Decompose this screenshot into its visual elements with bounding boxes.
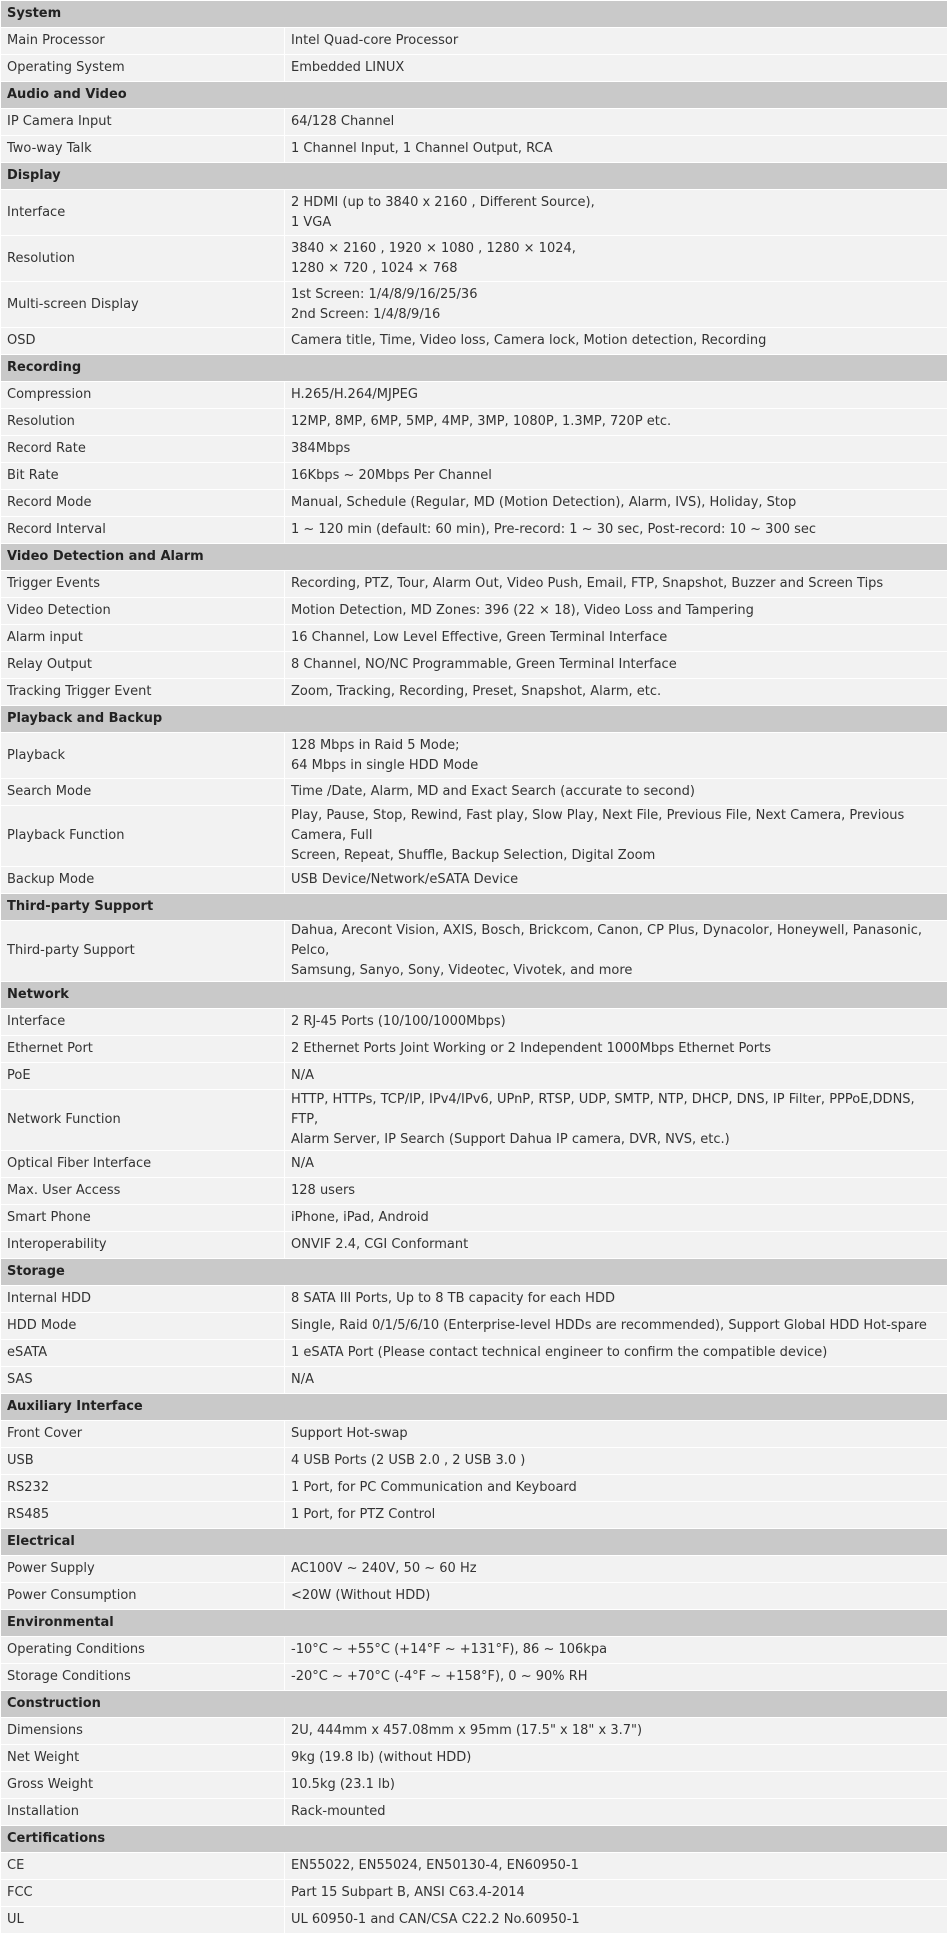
section-header-audio-and-video [1,82,947,109]
section-title: Video Detection and Alarm [1,544,947,571]
spec-value: 10.5kg (23.1 lb) [285,1772,947,1799]
spec-value: USB Device/Network/eSATA Device [285,867,947,894]
spec-value: Support Hot-swap [285,1421,947,1448]
spec-value: HTTP, HTTPs, TCP/IP, IPv4/IPv6, UPnP, RTSP, UDP, SMTP, NTP, DHCP, DNS, IP Filter, PPPoE,DDNS, FTP, Alarm Server, IP Search (Support Dahua IP camera, DVR, NVS, etc.) [285,1090,947,1151]
section-title: Third-party Support [1,894,947,921]
section-header-playback-and-backup [1,706,947,733]
spec-value: 1 eSATA Port (Please contact technical engineer to confirm the compatible device) [285,1340,947,1367]
spec-value: Embedded LINUX [285,55,947,82]
section-header-third-party-support [1,894,947,921]
spec-row [1,1340,947,1367]
spec-value: 1 ~ 120 min (default: 60 min), Pre-record: 1 ~ 30 sec, Post-record: 10 ~ 300 sec [285,517,947,544]
spec-label: Interface [1,1009,285,1036]
spec-label: Power Consumption [1,1583,285,1610]
section-title: Certifications [1,1826,947,1853]
spec-label: Video Detection [1,598,285,625]
section-title: System [1,1,947,28]
section-header-display [1,163,947,190]
spec-label: HDD Mode [1,1313,285,1340]
spec-row [1,136,947,163]
spec-label: Third-party Support [1,921,285,982]
spec-row [1,1036,947,1063]
spec-label: FCC [1,1880,285,1907]
spec-label: Bit Rate [1,463,285,490]
spec-row [1,1583,947,1610]
spec-value: 1 Port, for PC Communication and Keyboard [285,1475,947,1502]
spec-label: Smart Phone [1,1205,285,1232]
spec-label: RS485 [1,1502,285,1529]
spec-row [1,806,947,867]
spec-label: Interface [1,190,285,236]
section-title: Storage [1,1259,947,1286]
spec-value: N/A [285,1063,947,1090]
section-title: Electrical [1,1529,947,1556]
spec-label: IP Camera Input [1,109,285,136]
spec-label: RS232 [1,1475,285,1502]
spec-label: Gross Weight [1,1772,285,1799]
spec-value: 1 Port, for PTZ Control [285,1502,947,1529]
spec-label: PoE [1,1063,285,1090]
spec-value: N/A [285,1367,947,1394]
spec-label: eSATA [1,1340,285,1367]
section-title: Playback and Backup [1,706,947,733]
spec-label: UL [1,1907,285,1934]
spec-row [1,1772,947,1799]
spec-label: Two-way Talk [1,136,285,163]
spec-value: iPhone, iPad, Android [285,1205,947,1232]
spec-row [1,55,947,82]
spec-row [1,1637,947,1664]
section-header-environmental [1,1610,947,1637]
spec-row [1,779,947,806]
spec-value: 128 users [285,1178,947,1205]
spec-row [1,1745,947,1772]
spec-value: 3840 × 2160 , 1920 × 1080 , 1280 × 1024, 1280 × 720 , 1024 × 768 [285,236,947,282]
spec-row [1,867,947,894]
spec-row [1,517,947,544]
spec-value: 12MP, 8MP, 6MP, 5MP, 4MP, 3MP, 1080P, 1.3MP, 720P etc. [285,409,947,436]
spec-label: Resolution [1,409,285,436]
spec-row [1,463,947,490]
spec-value: ONVIF 2.4, CGI Conformant [285,1232,947,1259]
spec-row [1,1556,947,1583]
spec-row [1,1367,947,1394]
section-title: Environmental [1,1610,947,1637]
section-title: Recording [1,355,947,382]
spec-label: OSD [1,328,285,355]
spec-value: EN55022, EN55024, EN50130-4, EN60950-1 [285,1853,947,1880]
spec-label: Interoperability [1,1232,285,1259]
section-header-storage [1,1259,947,1286]
spec-row [1,1232,947,1259]
spec-row [1,236,947,282]
spec-label: Record Mode [1,490,285,517]
spec-value: -20°C ~ +70°C (-4°F ~ +158°F), 0 ~ 90% RH [285,1664,947,1691]
spec-label: Network Function [1,1090,285,1151]
spec-value: UL 60950-1 and CAN/CSA C22.2 No.60950-1 [285,1907,947,1934]
spec-row [1,679,947,706]
spec-label: Relay Output [1,652,285,679]
spec-row [1,625,947,652]
spec-label: Compression [1,382,285,409]
spec-value: 2U, 444mm x 457.08mm x 95mm (17.5" x 18" x 3.7") [285,1718,947,1745]
spec-value: 4 USB Ports (2 USB 2.0 , 2 USB 3.0 ) [285,1448,947,1475]
spec-label: Search Mode [1,779,285,806]
spec-row [1,28,947,55]
section-title: Audio and Video [1,82,947,109]
spec-value: 9kg (19.8 lb) (without HDD) [285,1745,947,1772]
spec-value: -10°C ~ +55°C (+14°F ~ +131°F), 86 ~ 106kpa [285,1637,947,1664]
spec-label: Installation [1,1799,285,1826]
spec-value: 2 Ethernet Ports Joint Working or 2 Independent 1000Mbps Ethernet Ports [285,1036,947,1063]
spec-row [1,1502,947,1529]
spec-label: Ethernet Port [1,1036,285,1063]
section-header-video-detection-and-alarm [1,544,947,571]
spec-row [1,1853,947,1880]
section-header-auxiliary-interface [1,1394,947,1421]
spec-label: Main Processor [1,28,285,55]
spec-value: 384Mbps [285,436,947,463]
spec-label: Max. User Access [1,1178,285,1205]
spec-label: Storage Conditions [1,1664,285,1691]
spec-label: Record Rate [1,436,285,463]
spec-row [1,409,947,436]
spec-value: 128 Mbps in Raid 5 Mode; 64 Mbps in single HDD Mode [285,733,947,779]
spec-value: Time /Date, Alarm, MD and Exact Search (accurate to second) [285,779,947,806]
spec-value: Camera title, Time, Video loss, Camera lock, Motion detection, Recording [285,328,947,355]
spec-value: Manual, Schedule (Regular, MD (Motion Detection), Alarm, IVS), Holiday, Stop [285,490,947,517]
spec-row [1,436,947,463]
spec-row [1,652,947,679]
spec-row [1,921,947,982]
spec-value: 2 HDMI (up to 3840 x 2160 , Different Source), 1 VGA [285,190,947,236]
spec-row [1,382,947,409]
spec-row [1,1205,947,1232]
spec-row [1,1664,947,1691]
spec-value: N/A [285,1151,947,1178]
spec-value: Rack-mounted [285,1799,947,1826]
spec-label: Optical Fiber Interface [1,1151,285,1178]
spec-value: 2 RJ-45 Ports (10/100/1000Mbps) [285,1009,947,1036]
spec-label: Internal HDD [1,1286,285,1313]
section-header-construction [1,1691,947,1718]
section-title: Display [1,163,947,190]
section-header-electrical [1,1529,947,1556]
spec-row [1,1151,947,1178]
spec-row [1,282,947,328]
section-header-certifications [1,1826,947,1853]
spec-value: Part 15 Subpart B, ANSI C63.4-2014 [285,1880,947,1907]
spec-row [1,109,947,136]
spec-label: USB [1,1448,285,1475]
spec-value: 64/128 Channel [285,109,947,136]
spec-row [1,190,947,236]
spec-value: Motion Detection, MD Zones: 396 (22 × 18), Video Loss and Tampering [285,598,947,625]
spec-label: Playback [1,733,285,779]
section-title: Auxiliary Interface [1,1394,947,1421]
spec-value: 16 Channel, Low Level Effective, Green Terminal Interface [285,625,947,652]
spec-label: Front Cover [1,1421,285,1448]
spec-label: Multi-screen Display [1,282,285,328]
spec-value: 1st Screen: 1/4/8/9/16/25/36 2nd Screen: 1/4/8/9/16 [285,282,947,328]
spec-label: Trigger Events [1,571,285,598]
spec-row [1,1475,947,1502]
spec-row [1,1178,947,1205]
spec-label: CE [1,1853,285,1880]
spec-value: Play, Pause, Stop, Rewind, Fast play, Slow Play, Next File, Previous File, Next Camera, Previous Camera, Full Screen, Repeat, Shuffle, Backup Selection, Digital Zoom [285,806,947,867]
spec-row [1,1090,947,1151]
spec-row [1,490,947,517]
section-title: Construction [1,1691,947,1718]
spec-label: Backup Mode [1,867,285,894]
spec-row [1,328,947,355]
spec-row [1,1907,947,1934]
section-header-recording [1,355,947,382]
spec-value: AC100V ~ 240V, 50 ~ 60 Hz [285,1556,947,1583]
spec-row [1,1063,947,1090]
spec-body [1,1,947,1934]
spec-label: Record Interval [1,517,285,544]
spec-row [1,598,947,625]
spec-label: Operating System [1,55,285,82]
spec-row [1,1718,947,1745]
section-header-system [1,1,947,28]
spec-row [1,1880,947,1907]
spec-value: 16Kbps ~ 20Mbps Per Channel [285,463,947,490]
spec-row [1,1009,947,1036]
spec-row [1,1286,947,1313]
spec-value: Single, Raid 0/1/5/6/10 (Enterprise-level HDDs are recommended), Support Global HDD Hot-spare [285,1313,947,1340]
spec-label: Net Weight [1,1745,285,1772]
spec-row [1,1313,947,1340]
spec-value: Intel Quad-core Processor [285,28,947,55]
spec-row [1,1448,947,1475]
spec-row [1,571,947,598]
spec-value: Zoom, Tracking, Recording, Preset, Snapshot, Alarm, etc. [285,679,947,706]
spec-label: Power Supply [1,1556,285,1583]
spec-value: 1 Channel Input, 1 Channel Output, RCA [285,136,947,163]
spec-value: Dahua, Arecont Vision, AXIS, Bosch, Brickcom, Canon, CP Plus, Dynacolor, Honeywell, Panasonic, Pelco, Samsung, Sanyo, Sony, Videotec, Vivotek, and more [285,921,947,982]
spec-row [1,733,947,779]
spec-value: 8 Channel, NO/NC Programmable, Green Terminal Interface [285,652,947,679]
spec-value: Recording, PTZ, Tour, Alarm Out, Video Push, Email, FTP, Snapshot, Buzzer and Screen Tips [285,571,947,598]
spec-label: SAS [1,1367,285,1394]
spec-row [1,1799,947,1826]
spec-label: Dimensions [1,1718,285,1745]
section-title: Network [1,982,947,1009]
spec-label: Operating Conditions [1,1637,285,1664]
spec-row [1,1421,947,1448]
spec-value: <20W (Without HDD) [285,1583,947,1610]
spec-label: Alarm input [1,625,285,652]
section-header-network [1,982,947,1009]
spec-label: Tracking Trigger Event [1,679,285,706]
spec-value: 8 SATA III Ports, Up to 8 TB capacity for each HDD [285,1286,947,1313]
spec-label: Playback Function [1,806,285,867]
spec-label: Resolution [1,236,285,282]
spec-value: H.265/H.264/MJPEG [285,382,947,409]
